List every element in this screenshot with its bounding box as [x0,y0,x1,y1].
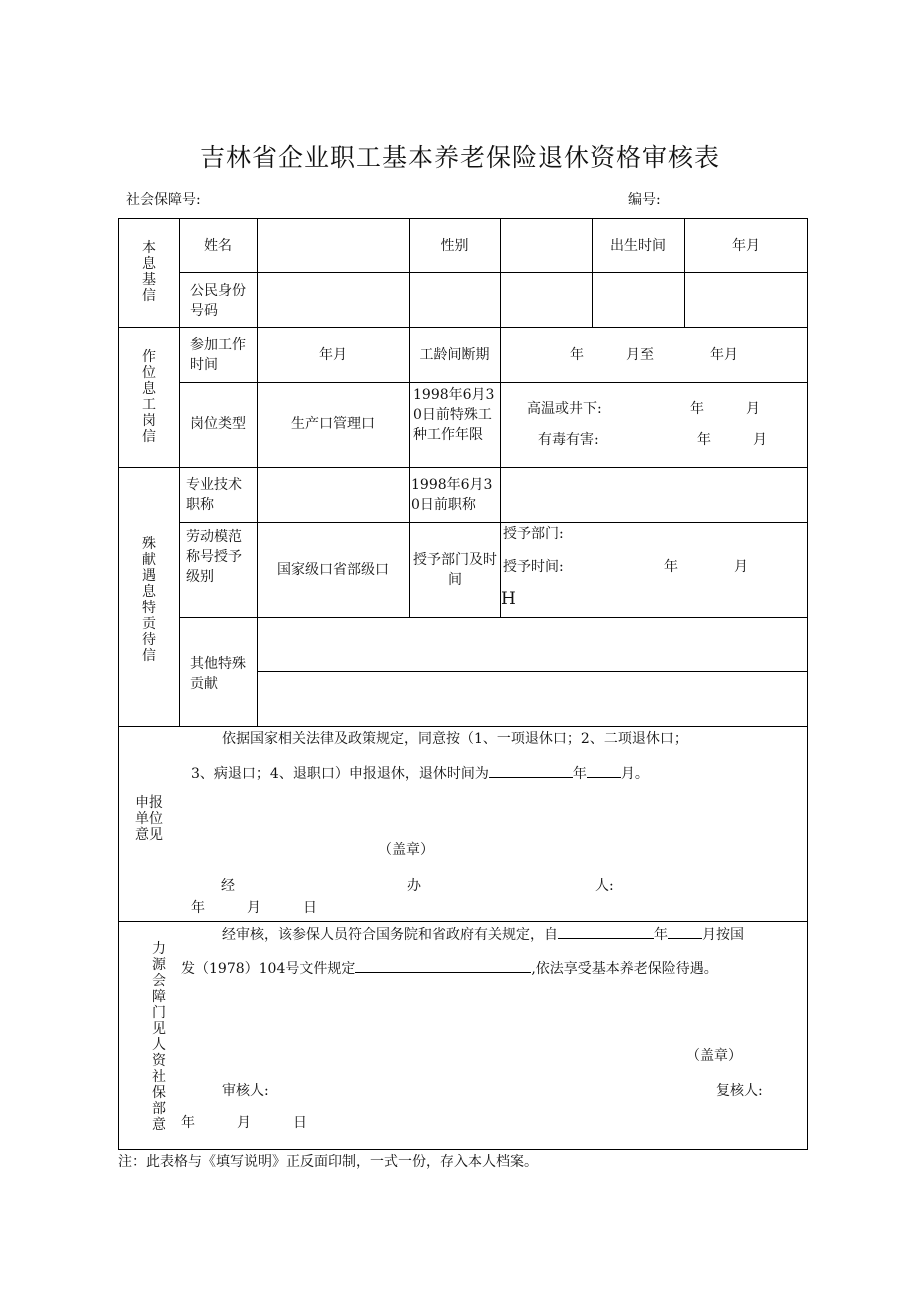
high-temp-label: 高温或井下: [527,401,602,417]
unit-opinion-line2: 3、病退口；4、退职口）申报退休，退休时间为 年 月。 [191,763,649,784]
unit-opinion-line1: 依据国家相关法律及政策规定，同意按（1、一项退休口；2、二项退休口； [222,731,688,747]
name-label: 姓名 [204,238,232,254]
unit-seal-label: （盖章） [378,842,434,858]
col-divider [500,218,501,327]
section-label-work: 作位息工岗信 [142,349,156,445]
section-label-social: 力源会障门见人资社保部意 [152,941,166,1133]
section-divider [118,467,808,468]
model-worker-level: 国家级口省部级口 [277,562,389,578]
handler-label-1: 经 [221,878,235,894]
col-divider [409,467,410,617]
service-gap-value: 年 月至 年月 [570,347,738,363]
gender-label: 性别 [440,238,469,254]
unit-date: 年 月 日 [191,900,317,916]
section-label-special: 殊献遇息特贡待信 [142,536,156,664]
social-security-number-label: 社会保障号: [126,192,201,208]
model-worker-label: 劳动模范称号授予级别 [186,529,242,585]
service-gap-label: 工龄间断期 [419,347,490,363]
handler-label-3: 人: [595,878,614,894]
work-start-value: 年月 [319,347,347,363]
col-divider [257,218,258,726]
social-opinion-line2: 发（1978）104号文件规定 ,依法享受基本养老保险待遇。 [181,958,718,979]
birth-date-value: 年月 [732,238,760,254]
special-work-years-label: 1998年6月30日前特殊工种工作年限 [413,387,495,443]
col-divider [684,218,685,327]
social-date: 年 月 日 [181,1115,307,1131]
retire-month-blank [587,763,621,778]
birth-date-label: 出生时间 [610,238,666,254]
toxic-date: 年 月 [697,432,767,448]
row-divider [179,272,808,273]
post-type-options: 生产口管理口 [291,416,375,432]
row-divider [179,617,808,618]
footnote: 注：此表格与《填写说明》正反面印制，一式一份，存入本人档案。 [118,1154,538,1170]
professional-title-label: 专业技术职称 [186,477,242,513]
section-divider [118,327,808,328]
section-label-unit: 申报单位意见 [135,795,163,843]
reviewer-label: 审核人: [222,1083,269,1099]
section-label-basic: 本息基信 [142,240,156,304]
row-divider [179,382,808,383]
handler-label-2: 办 [407,878,421,894]
grant-dept-label: 授予部门: [503,526,564,542]
toxic-label: 有毒有害: [538,432,599,448]
grant-time-value: 年 月 [664,559,748,575]
section-divider [118,726,808,727]
social-seal-label: （盖章） [686,1048,742,1064]
start-month-blank [668,924,702,939]
col-divider [592,218,593,327]
other-contribution-label: 其他特殊贡献 [190,656,246,692]
rechecker-label: 复核人: [716,1083,763,1099]
section-divider [118,921,808,922]
title-before-1998-label: 1998年6月30日前职称 [411,477,493,513]
retire-year-blank [489,763,573,778]
post-type-label: 岗位类型 [190,416,246,432]
row-divider [179,522,808,523]
grant-time-label: 授予时间: [503,559,564,575]
serial-number-label: 编号: [628,192,661,208]
id-number-label: 公民身份号码 [190,283,246,319]
grant-time-mark: H [501,589,516,609]
social-opinion-line1: 经审核，该参保人员符合国务院和省政府有关规定，自 年 月按国 [222,924,744,945]
grant-dept-time-label: 授予部门及时间 [413,552,497,588]
row-divider [257,671,808,672]
col-divider [179,218,180,726]
high-temp-date: 年 月 [690,401,760,417]
work-start-label: 参加工作时间 [190,337,246,373]
start-year-blank [558,924,654,939]
regulation-blank [355,958,531,973]
form-title: 吉林省企业职工基本养老保险退休资格审核表 [199,143,720,172]
col-divider [409,218,410,327]
